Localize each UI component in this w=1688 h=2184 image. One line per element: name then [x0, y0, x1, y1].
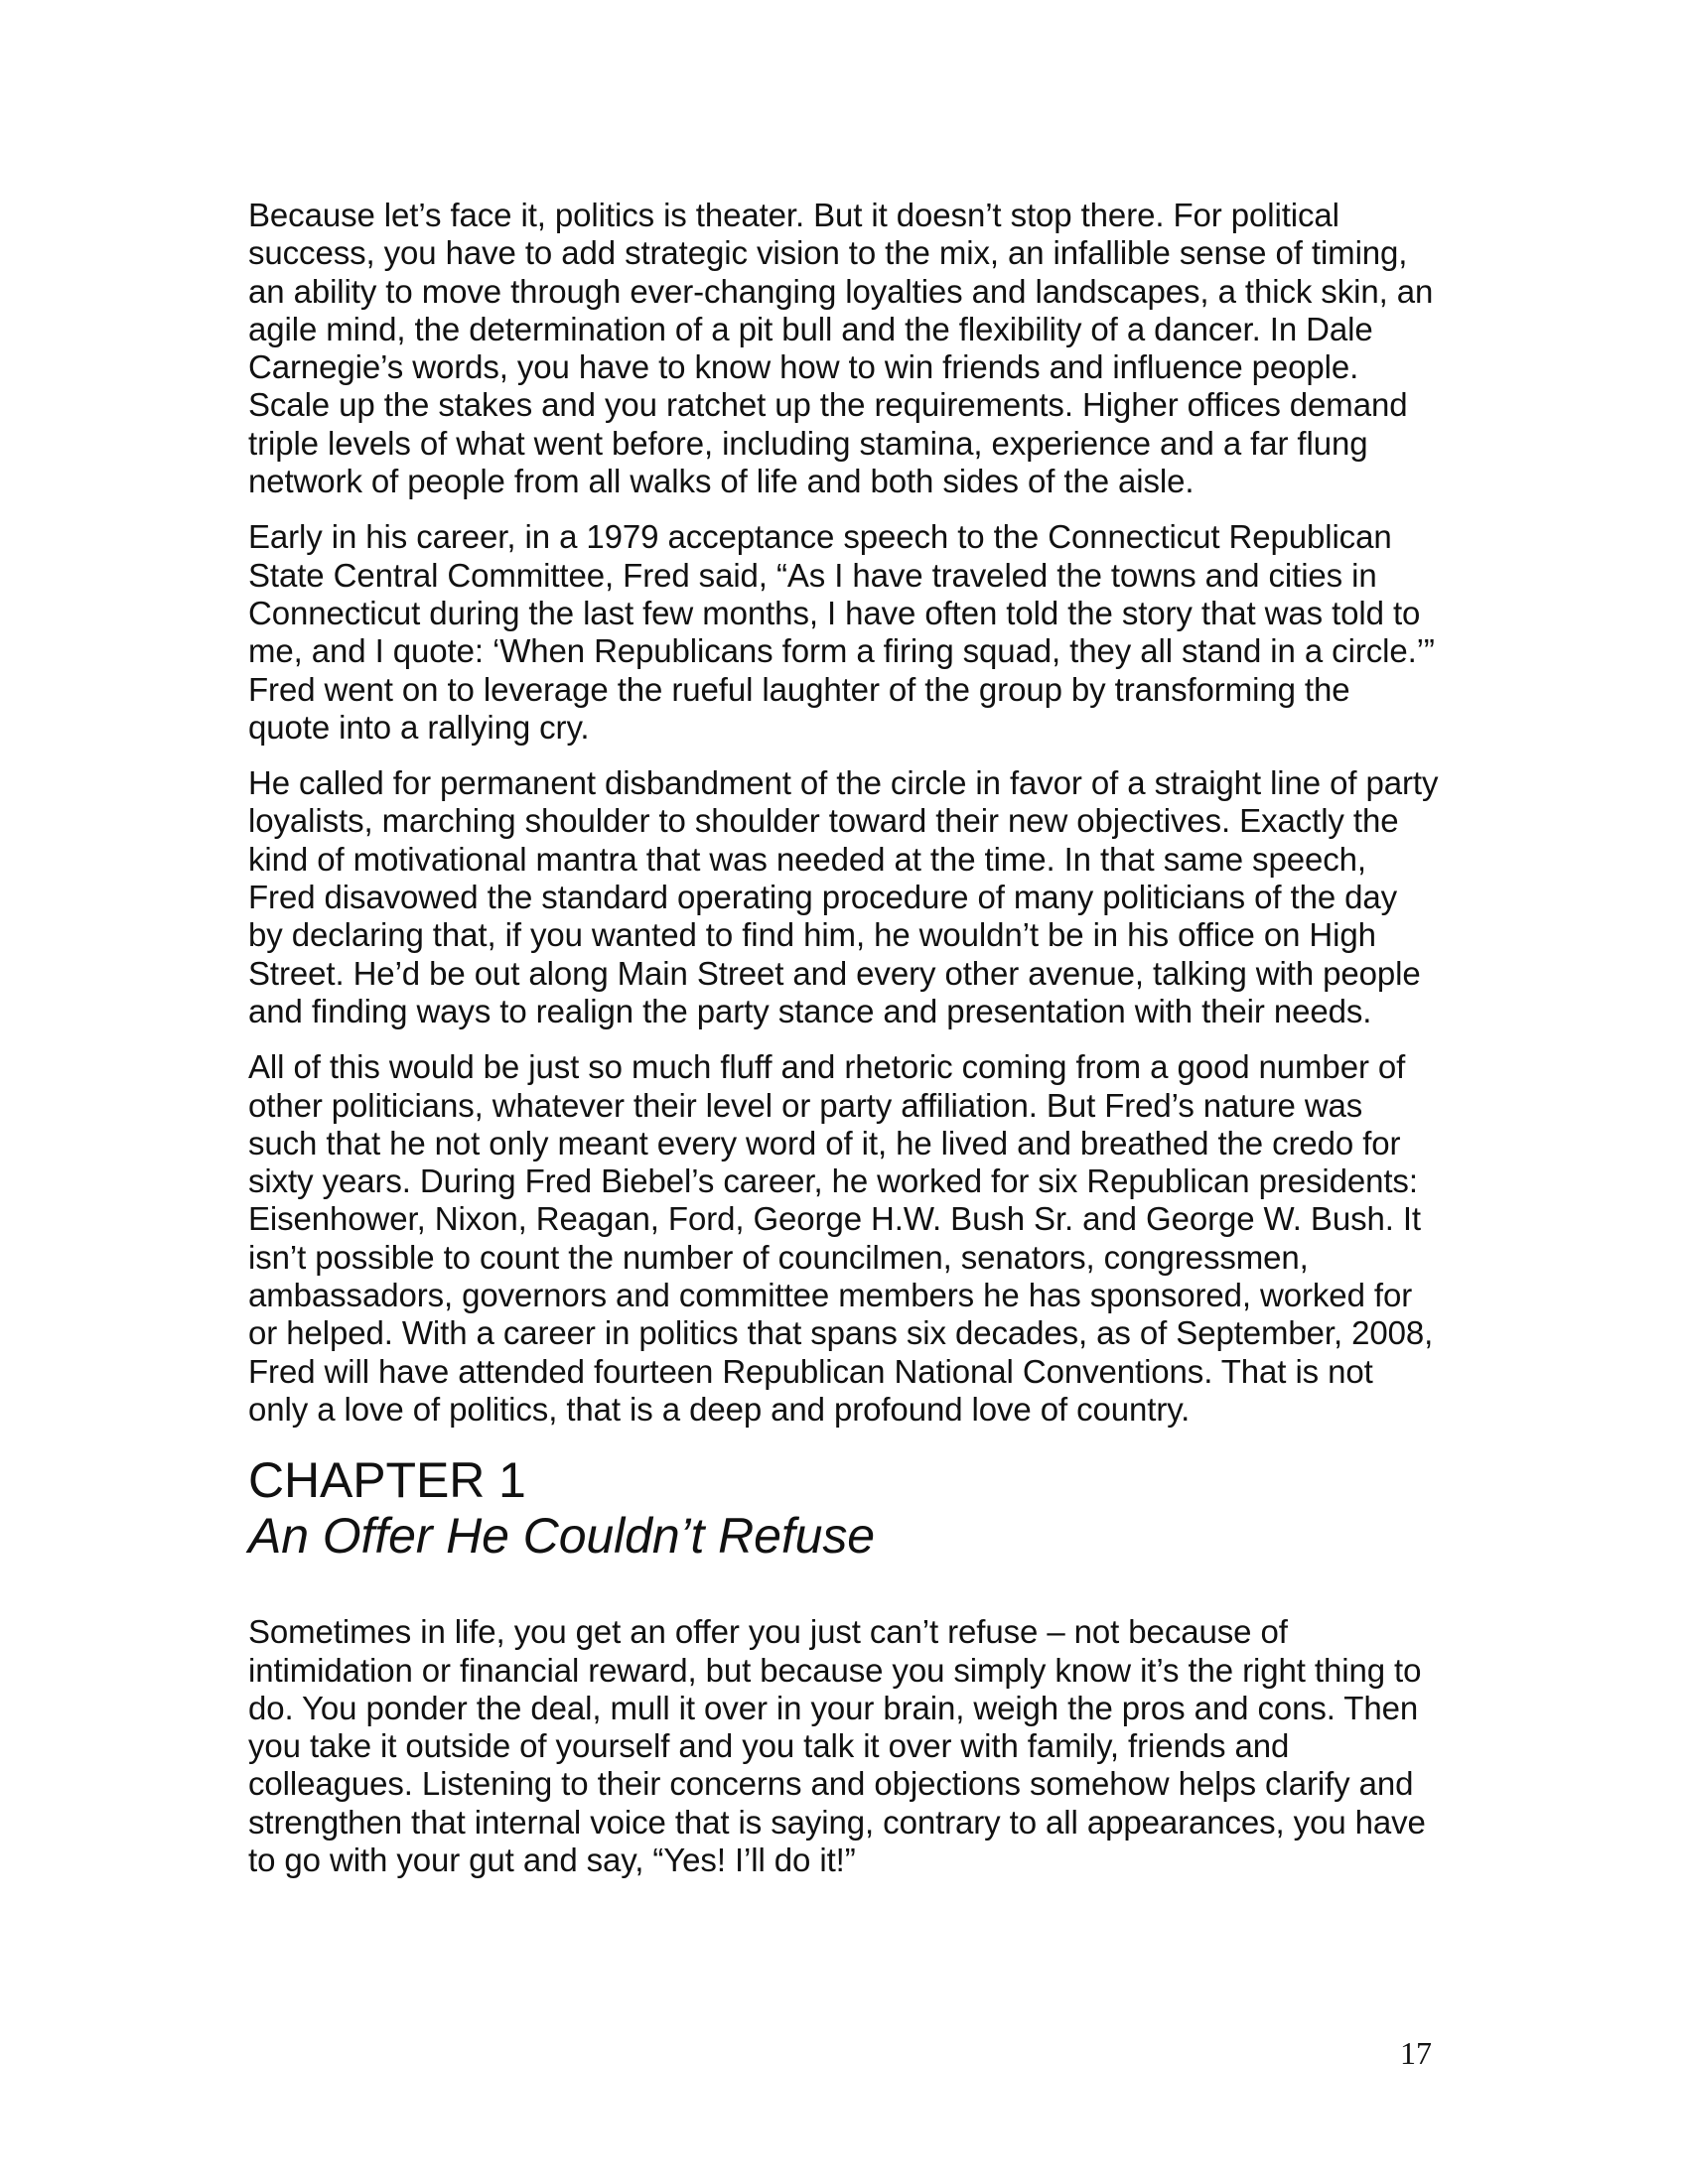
- paragraph-theater: Because let’s face it, politics is theater. But it doesn’t stop there. For political success, you have to add strategic vision to the mix, an infallible sense of timing, an ability to move through ever-changing loyalties and landscapes, a thick skin, an agile mind, the determination of a pit bull and the flexibility of a dancer. In Dale Carnegie’s words, you have to know how to win friends and influence people. Scale up the stakes and you ratchet up the requirements. Higher offices demand triple levels of what went before, including stamina, experience and a far flung network of people from all walks of life and both sides of the aisle.: [248, 197, 1434, 500]
- page-number: 17: [1400, 2035, 1432, 2071]
- chapter-title: An Offer He Couldn’t Refuse: [248, 1508, 875, 1565]
- paragraph-credo: All of this would be just so much fluff and rhetoric coming from a good number of other politicians, whatever their level or party affiliation. But Fred’s nature was such that he not only meant every word of it, he lived and breathed the credo for sixty years. During Fred Biebel’s career, he worked for six Republican presidents: Eisenhower, Nixon, Reagan, Ford, George H.W. Bush Sr. and George W. Bush. It isn’t possible to count the number of councilmen, senators, congressmen, ambassadors, governors and committee members he has sponsored, worked for or helped. With a career in politics that spans six decades, as of September, 2008, Fred will have attended fourteen Republican National Conventions. That is not only a love of politics, that is a deep and profound love of country.: [248, 1048, 1434, 1428]
- paragraph-straight-line: He called for permanent disbandment of the circle in favor of a straight line of party loyalists, marching shoulder to shoulder toward their new objectives. Exactly the kind of motivational mantra that was needed at the time. In that same speech, Fred disavowed the standard operating procedure of many politicians of the day by declaring that, if you wanted to find him, he wouldn’t be in his office on High Street. He’d be out along Main Street and every other avenue, talking with people and finding ways to realign the party stance and presentation with their needs.: [248, 764, 1439, 1029]
- chapter-heading: [248, 1452, 1440, 1564]
- paragraph-firing-squad: Early in his career, in a 1979 acceptance speech to the Connecticut Republican State Central Committee, Fred said, “As I have traveled the towns and cities in Connecticut during the last few months, I have often told the story that was told to me, and I quote: ‘When Republicans form a firing squad, they all stand in a circle.’” Fred went on to leverage the rueful laughter of the group by transforming the quote into a rallying cry.: [248, 518, 1435, 746]
- body-text: [248, 197, 1440, 1897]
- chapter-number: CHAPTER 1: [248, 1452, 526, 1509]
- chapter-opening-paragraph: Sometimes in life, you get an offer you just can’t refuse – not because of intimidation or financial reward, but because you simply know it’s the right thing to do. You ponder the deal, mull it over in your brain, weigh the pros and cons. Then you take it outside of yourself and you talk it over with family, friends and colleagues. Listening to their concerns and objections somehow helps clarify and strengthen that internal voice that is saying, contrary to all appearances, you have to go with your gut and say, “Yes! I’ll do it!”: [248, 1613, 1426, 1878]
